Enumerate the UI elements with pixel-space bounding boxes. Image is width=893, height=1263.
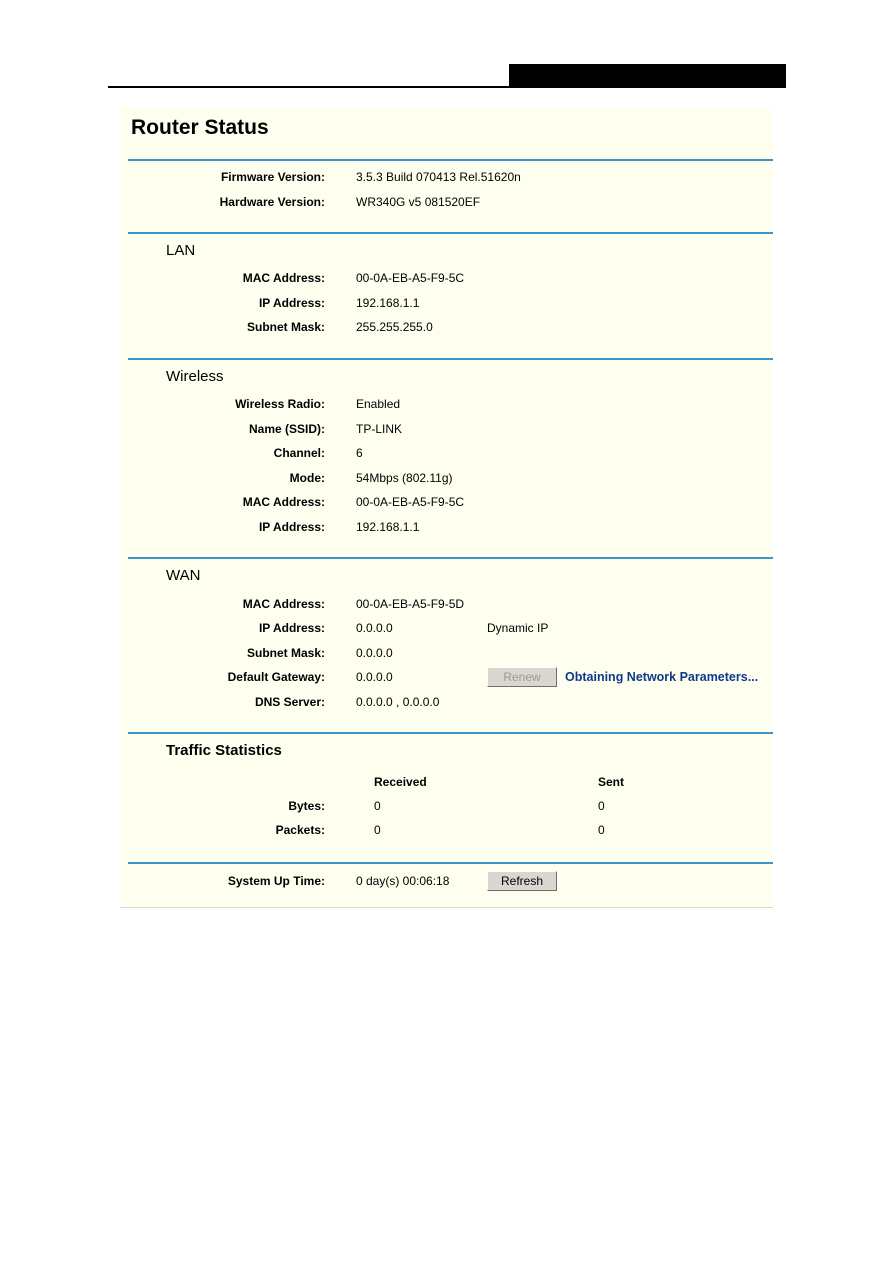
wireless-mode-label: Mode: <box>289 471 325 485</box>
section-divider <box>128 232 773 234</box>
wireless-mac-value: 00-0A-EB-A5-F9-5C <box>356 495 465 509</box>
wan-mac-value: 00-0A-EB-A5-F9-5D <box>356 597 465 611</box>
section-divider <box>128 159 773 161</box>
wan-subnet-label: Subnet Mask: <box>246 646 325 660</box>
wireless-radio-value: Enabled <box>356 397 401 411</box>
firmware-version-label: Firmware Version: <box>220 170 325 184</box>
wan-connection-type: Dynamic IP <box>487 621 549 635</box>
lan-subnet-value: 255.255.255.0 <box>356 320 433 334</box>
lan-ip-label: IP Address: <box>258 296 325 310</box>
sent-column-header: Sent <box>598 775 625 789</box>
lan-mac-value: 00-0A-EB-A5-F9-5C <box>356 271 465 285</box>
packets-label: Packets: <box>275 823 325 837</box>
received-column-header: Received <box>374 775 427 789</box>
wireless-mode-value: 54Mbps (802.11g) <box>356 471 453 485</box>
uptime-label: System Up Time: <box>227 874 325 888</box>
wireless-ip-value: 192.168.1.1 <box>356 520 420 534</box>
wan-dns-value: 0.0.0.0 , 0.0.0.0 <box>356 695 440 709</box>
section-divider <box>128 732 773 734</box>
wan-section-title: WAN <box>166 567 201 584</box>
lan-ip-value: 192.168.1.1 <box>356 296 420 310</box>
wireless-ssid-label: Name (SSID): <box>248 422 325 436</box>
wireless-ssid-value: TP-LINK <box>356 422 403 436</box>
wan-subnet-value: 0.0.0.0 <box>356 646 393 660</box>
wireless-radio-label: Wireless Radio: <box>235 397 325 411</box>
lan-subnet-label: Subnet Mask: <box>246 320 325 334</box>
wan-mac-label: MAC Address: <box>242 597 325 611</box>
page-title: Router Status <box>131 116 269 139</box>
packets-received-value: 0 <box>374 823 381 837</box>
wan-dns-label: DNS Server: <box>254 695 325 709</box>
wireless-channel-label: Channel: <box>273 446 325 460</box>
section-divider <box>128 557 773 559</box>
wireless-mac-label: MAC Address: <box>242 495 325 509</box>
section-divider <box>128 862 773 864</box>
renew-button[interactable]: Renew <box>487 667 557 687</box>
wan-status-text: Obtaining Network Parameters... <box>565 670 759 684</box>
wan-gateway-value: 0.0.0.0 <box>356 670 393 684</box>
bytes-received-value: 0 <box>374 799 381 813</box>
refresh-button[interactable]: Refresh <box>487 871 557 891</box>
lan-section-title: LAN <box>166 242 196 259</box>
bytes-label: Bytes: <box>288 799 325 813</box>
firmware-version-value: 3.5.3 Build 070413 Rel.51620n <box>356 170 521 184</box>
uptime-value: 0 day(s) 00:06:18 <box>356 874 450 888</box>
wireless-ip-label: IP Address: <box>258 520 325 534</box>
packets-sent-value: 0 <box>598 823 605 837</box>
wan-ip-value: 0.0.0.0 <box>356 621 393 635</box>
hardware-version-value: WR340G v5 081520EF <box>356 195 481 209</box>
header-rule <box>108 86 786 88</box>
router-status-panel <box>120 107 773 908</box>
wireless-section-title: Wireless <box>166 368 224 385</box>
lan-mac-label: MAC Address: <box>242 271 325 285</box>
wan-ip-label: IP Address: <box>258 621 325 635</box>
hardware-version-label: Hardware Version: <box>219 195 325 209</box>
wan-gateway-label: Default Gateway: <box>227 670 325 684</box>
traffic-section-title: Traffic Statistics <box>166 742 282 759</box>
section-divider <box>128 358 773 360</box>
header-bar <box>509 64 786 88</box>
bytes-sent-value: 0 <box>598 799 605 813</box>
wireless-channel-value: 6 <box>356 446 363 460</box>
